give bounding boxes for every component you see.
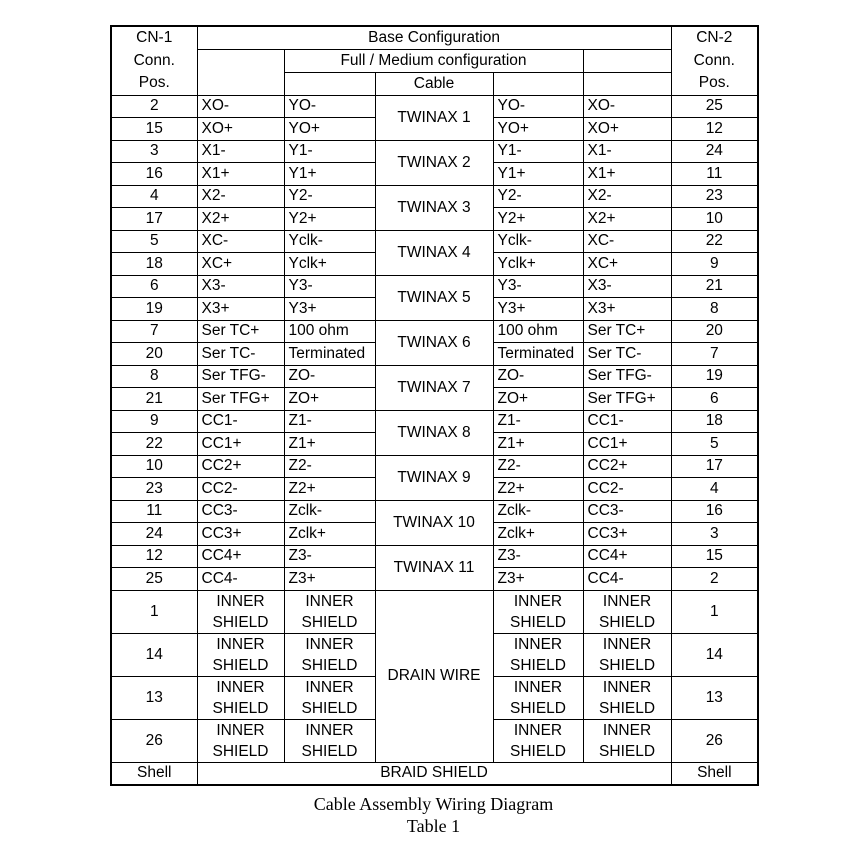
inner-shield-cell-line: SHIELD: [599, 742, 656, 760]
inner-shield-cell-line: SHIELD: [599, 656, 656, 674]
cn1-pos-cell: 6: [111, 275, 197, 298]
drain-wire-cell: DRAIN WIRE: [375, 590, 493, 762]
inner-shield-cell-line: SHIELD: [510, 699, 566, 717]
cn2-pos-cell: 23: [671, 185, 758, 208]
inner-shield-cell-line: INNER: [602, 678, 652, 696]
cable-name-cell: TWINAX 1: [375, 95, 493, 140]
cn2-pos-cell: 25: [671, 95, 758, 118]
cn1-pos-cell: 21: [111, 388, 197, 411]
cn2-pos-cell: 5: [671, 433, 758, 456]
cn1-header: [111, 26, 197, 95]
cn2-signal-primary-cell: X1-: [583, 140, 671, 163]
cn1-signal-primary-cell: CC3-: [197, 500, 284, 523]
cn1-signal-secondary-cell: Y3-: [284, 275, 375, 298]
cn2-pos-cell: 21: [671, 275, 758, 298]
base-configuration-header: Base Configuration: [197, 26, 671, 49]
cn1-signal-secondary-cell: Terminated: [284, 343, 375, 366]
cn2-pos-cell: 22: [671, 230, 758, 253]
wiring-table-container: [110, 25, 757, 786]
cn1-signal-secondary-cell: Yclk+: [284, 253, 375, 276]
cn1-signal-primary-cell: X3+: [197, 298, 284, 321]
wire-row: [111, 320, 758, 343]
cn2-pos-cell: 8: [671, 298, 758, 321]
cn1-pos-cell: 16: [111, 163, 197, 186]
inner-shield-cell: [493, 719, 583, 762]
cn1-pos-cell: 8: [111, 365, 197, 388]
cn2-signal-primary-cell: CC1+: [583, 433, 671, 456]
cn2-signal-secondary-cell: ZO+: [493, 388, 583, 411]
inner-shield-cell-line: INNER: [513, 721, 563, 739]
table-footer-section: [111, 762, 758, 785]
cn2-signal-secondary-cell: Yclk-: [493, 230, 583, 253]
inner-shield-cell: [583, 633, 671, 676]
cn2-signal-primary-cell: Ser TFG+: [583, 388, 671, 411]
cn2-signal-primary-cell: Ser TC+: [583, 320, 671, 343]
cn1-signal-secondary-cell: Z1-: [284, 410, 375, 433]
inner-shield-cell-line: INNER: [602, 721, 652, 739]
cn2-signal-secondary-cell: Zclk-: [493, 500, 583, 523]
cn1-pos-cell: 22: [111, 433, 197, 456]
shield-row: [111, 590, 758, 633]
cn1-pos-cell: 15: [111, 118, 197, 141]
cn1-signal-secondary-cell: Zclk-: [284, 500, 375, 523]
cn2-signal-primary-cell: XC-: [583, 230, 671, 253]
inner-shield-cell: [197, 719, 284, 762]
header-spacer-cell: [583, 49, 671, 73]
cable-name-cell: TWINAX 6: [375, 320, 493, 365]
cn2-shell-cell: Shell: [671, 762, 758, 785]
inner-shield-cell-line: INNER: [216, 635, 265, 653]
cn2-signal-primary-cell: X2+: [583, 208, 671, 231]
cn1-signal-primary-cell: XC-: [197, 230, 284, 253]
inner-shield-cell-line: INNER: [305, 592, 354, 610]
inner-shield-cell-line: INNER: [305, 678, 354, 696]
cn2-signal-secondary-cell: Z1-: [493, 410, 583, 433]
cn1-signal-primary-cell: CC2-: [197, 478, 284, 501]
wire-row: [111, 455, 758, 478]
cn2-signal-secondary-cell: Z3+: [493, 568, 583, 591]
cn2-signal-secondary-cell: ZO-: [493, 365, 583, 388]
inner-shield-cell: [284, 590, 375, 633]
inner-shield-cell: [284, 676, 375, 719]
cn2-signal-primary-cell: CC4-: [583, 568, 671, 591]
cn1-signal-primary-cell: X1-: [197, 140, 284, 163]
cn1-signal-secondary-cell: YO+: [284, 118, 375, 141]
cn1-signal-secondary-cell: Y2-: [284, 185, 375, 208]
cn2-signal-secondary-cell: 100 ohm: [493, 320, 583, 343]
cn1-signal-secondary-cell: Z2-: [284, 455, 375, 478]
cn1-pos-cell: 26: [111, 719, 197, 762]
cn1-pos-cell: 7: [111, 320, 197, 343]
cn2-pos-cell: 3: [671, 523, 758, 546]
cn1-pos-cell: 17: [111, 208, 197, 231]
header-spacer-cell: [197, 49, 284, 95]
cn2-pos-cell: 1: [671, 590, 758, 633]
inner-shield-cell-line: SHIELD: [301, 613, 358, 631]
cn2-signal-secondary-cell: Z1+: [493, 433, 583, 456]
cn1-pos-cell: 18: [111, 253, 197, 276]
cn1-signal-secondary-cell: Zclk+: [284, 523, 375, 546]
cn2-signal-primary-cell: Ser TFG-: [583, 365, 671, 388]
cn1-signal-primary-cell: Ser TC+: [197, 320, 284, 343]
inner-shield-cell: [284, 719, 375, 762]
inner-shield-cell-line: INNER: [305, 635, 354, 653]
cn1-pos-cell: 2: [111, 95, 197, 118]
inner-shield-cell: [197, 676, 284, 719]
inner-shield-cell-line: INNER: [513, 635, 563, 653]
cn1-signal-secondary-cell: Y1-: [284, 140, 375, 163]
cn2-signal-secondary-cell: Y1-: [493, 140, 583, 163]
cn1-signal-secondary-cell: Z2+: [284, 478, 375, 501]
cn1-shell-cell: Shell: [111, 762, 197, 785]
cn1-signal-secondary-cell: Y3+: [284, 298, 375, 321]
header-row-2: [111, 49, 758, 73]
cable-name-cell: TWINAX 5: [375, 275, 493, 320]
cn1-signal-primary-cell: CC1-: [197, 410, 284, 433]
cn2-pos-cell: 2: [671, 568, 758, 591]
wire-row: [111, 500, 758, 523]
cn2-signal-secondary-cell: Z2+: [493, 478, 583, 501]
header-row-1: [111, 26, 758, 49]
cn2-signal-primary-cell: CC1-: [583, 410, 671, 433]
inner-shield-cell-line: SHIELD: [301, 656, 358, 674]
cable-header: Cable: [375, 73, 493, 96]
inner-shield-cell-line: SHIELD: [599, 613, 656, 631]
inner-shield-cell-line: INNER: [216, 592, 265, 610]
cn2-signal-primary-cell: Ser TC-: [583, 343, 671, 366]
inner-shield-cell-line: SHIELD: [301, 742, 358, 760]
cn2-signal-primary-cell: X3-: [583, 275, 671, 298]
cn2-signal-primary-cell: X2-: [583, 185, 671, 208]
cn2-signal-secondary-cell: Terminated: [493, 343, 583, 366]
inner-shield-cell: [583, 676, 671, 719]
cn2-pos-cell: 9: [671, 253, 758, 276]
inner-shield-cell: [493, 590, 583, 633]
cn1-signal-primary-cell: Ser TFG-: [197, 365, 284, 388]
cn1-signal-primary-cell: Ser TFG+: [197, 388, 284, 411]
cn2-pos-cell: 12: [671, 118, 758, 141]
cn2-pos-cell: 18: [671, 410, 758, 433]
header-spacer-cell: [284, 73, 375, 96]
cn1-signal-secondary-cell: Z3+: [284, 568, 375, 591]
cn2-pos-cell: 7: [671, 343, 758, 366]
cn1-pos-cell: 4: [111, 185, 197, 208]
cn2-signal-secondary-cell: YO-: [493, 95, 583, 118]
cn2-pos-cell: 14: [671, 633, 758, 676]
inner-shield-cell-line: INNER: [216, 721, 265, 739]
cn2-pos-cell: 26: [671, 719, 758, 762]
inner-shield-cell-line: INNER: [513, 678, 563, 696]
wire-row: [111, 275, 758, 298]
cn1-header-line: Conn.: [133, 51, 175, 69]
cn1-pos-cell: 11: [111, 500, 197, 523]
cn2-signal-secondary-cell: Y1+: [493, 163, 583, 186]
inner-shield-cell-line: SHIELD: [510, 613, 566, 631]
cn1-pos-cell: 25: [111, 568, 197, 591]
cn2-pos-cell: 6: [671, 388, 758, 411]
wire-row: [111, 185, 758, 208]
inner-shield-cell-line: SHIELD: [212, 742, 269, 760]
cn1-signal-primary-cell: Ser TC-: [197, 343, 284, 366]
cable-name-cell: TWINAX 8: [375, 410, 493, 455]
inner-shield-cell-line: INNER: [602, 635, 652, 653]
cn2-header-line: Pos.: [698, 74, 730, 91]
wire-row: [111, 140, 758, 163]
cn1-pos-cell: 5: [111, 230, 197, 253]
inner-shield-cell-line: SHIELD: [301, 699, 358, 717]
wire-row: [111, 95, 758, 118]
cn1-signal-primary-cell: CC1+: [197, 433, 284, 456]
inner-shield-cell: [284, 633, 375, 676]
cn1-signal-secondary-cell: Z3-: [284, 545, 375, 568]
cn1-signal-primary-cell: XC+: [197, 253, 284, 276]
inner-shield-cell-line: SHIELD: [510, 742, 566, 760]
cn1-pos-cell: 10: [111, 455, 197, 478]
full-medium-configuration-header: Full / Medium configuration: [284, 49, 583, 73]
cn1-pos-cell: 9: [111, 410, 197, 433]
inner-shield-cell-line: SHIELD: [510, 656, 566, 674]
cn1-signal-primary-cell: XO-: [197, 95, 284, 118]
cn2-signal-primary-cell: X3+: [583, 298, 671, 321]
table-caption: [110, 793, 757, 837]
cn2-signal-primary-cell: X1+: [583, 163, 671, 186]
inner-shield-cell-line: SHIELD: [599, 699, 656, 717]
table-body-section: [111, 95, 758, 762]
cn2-signal-secondary-cell: Y3-: [493, 275, 583, 298]
cn1-signal-primary-cell: X1+: [197, 163, 284, 186]
cn2-pos-cell: 15: [671, 545, 758, 568]
cn1-signal-primary-cell: X2+: [197, 208, 284, 231]
wire-row: [111, 365, 758, 388]
cn2-pos-cell: 16: [671, 500, 758, 523]
cn1-header-line: Pos.: [138, 74, 170, 91]
cn2-signal-secondary-cell: Y2+: [493, 208, 583, 231]
wiring-table: [110, 25, 759, 786]
cn2-signal-secondary-cell: Zclk+: [493, 523, 583, 546]
caption-table-number: Table 1: [406, 816, 461, 836]
cn1-signal-secondary-cell: ZO+: [284, 388, 375, 411]
cn1-pos-cell: 20: [111, 343, 197, 366]
cn2-pos-cell: 4: [671, 478, 758, 501]
inner-shield-cell: [197, 590, 284, 633]
cn1-pos-cell: 12: [111, 545, 197, 568]
cable-name-cell: TWINAX 2: [375, 140, 493, 185]
table-header-section: [111, 26, 758, 95]
cn1-signal-secondary-cell: YO-: [284, 95, 375, 118]
cn2-header-line: Conn.: [693, 51, 735, 69]
cn1-pos-cell: 24: [111, 523, 197, 546]
cn2-signal-secondary-cell: Z2-: [493, 455, 583, 478]
cn2-pos-cell: 20: [671, 320, 758, 343]
cn1-pos-cell: 19: [111, 298, 197, 321]
inner-shield-cell-line: INNER: [216, 678, 265, 696]
cable-name-cell: TWINAX 9: [375, 455, 493, 500]
cn2-header: [671, 26, 758, 95]
cn2-pos-cell: 13: [671, 676, 758, 719]
inner-shield-cell-line: INNER: [305, 721, 354, 739]
inner-shield-cell-line: SHIELD: [212, 613, 269, 631]
cn1-signal-secondary-cell: Y1+: [284, 163, 375, 186]
cn1-pos-cell: 3: [111, 140, 197, 163]
cn1-pos-cell: 14: [111, 633, 197, 676]
cn1-signal-primary-cell: CC2+: [197, 455, 284, 478]
cn2-signal-primary-cell: XC+: [583, 253, 671, 276]
inner-shield-cell: [583, 590, 671, 633]
header-spacer-cell: [583, 73, 671, 96]
cn1-signal-primary-cell: X2-: [197, 185, 284, 208]
cn2-signal-secondary-cell: YO+: [493, 118, 583, 141]
cable-name-cell: TWINAX 4: [375, 230, 493, 275]
cn2-signal-primary-cell: XO-: [583, 95, 671, 118]
cn2-signal-secondary-cell: Y3+: [493, 298, 583, 321]
cn1-signal-secondary-cell: 100 ohm: [284, 320, 375, 343]
inner-shield-cell-line: INNER: [602, 592, 652, 610]
cn2-pos-cell: 10: [671, 208, 758, 231]
cn1-signal-secondary-cell: ZO-: [284, 365, 375, 388]
cn2-pos-cell: 19: [671, 365, 758, 388]
cn1-signal-primary-cell: CC3+: [197, 523, 284, 546]
cn1-header-line: CN-1: [136, 29, 173, 46]
cn1-signal-secondary-cell: Y2+: [284, 208, 375, 231]
cn2-signal-primary-cell: CC3-: [583, 500, 671, 523]
inner-shield-cell-line: SHIELD: [212, 656, 269, 674]
cn1-pos-cell: 13: [111, 676, 197, 719]
braid-shield-cell: BRAID SHIELD: [197, 762, 671, 785]
cn2-signal-secondary-cell: Z3-: [493, 545, 583, 568]
cn1-signal-primary-cell: XO+: [197, 118, 284, 141]
cn2-signal-primary-cell: CC4+: [583, 545, 671, 568]
wire-row: [111, 230, 758, 253]
cn2-signal-secondary-cell: Y2-: [493, 185, 583, 208]
inner-shield-cell: [493, 633, 583, 676]
cable-name-cell: TWINAX 3: [375, 185, 493, 230]
wire-row: [111, 410, 758, 433]
cn2-signal-primary-cell: CC2-: [583, 478, 671, 501]
cn2-pos-cell: 17: [671, 455, 758, 478]
header-spacer-cell: [493, 73, 583, 96]
shell-row: [111, 762, 758, 785]
inner-shield-cell-line: INNER: [513, 592, 563, 610]
cn2-signal-primary-cell: XO+: [583, 118, 671, 141]
cn1-signal-secondary-cell: Z1+: [284, 433, 375, 456]
cable-name-cell: TWINAX 10: [375, 500, 493, 545]
cn2-pos-cell: 11: [671, 163, 758, 186]
cn1-signal-primary-cell: CC4+: [197, 545, 284, 568]
cn1-pos-cell: 23: [111, 478, 197, 501]
inner-shield-cell: [493, 676, 583, 719]
cn2-header-line: CN-2: [696, 29, 733, 46]
cn1-signal-primary-cell: X3-: [197, 275, 284, 298]
cn1-signal-secondary-cell: Yclk-: [284, 230, 375, 253]
cn2-signal-secondary-cell: Yclk+: [493, 253, 583, 276]
cn1-signal-primary-cell: CC4-: [197, 568, 284, 591]
cn1-pos-cell: 1: [111, 590, 197, 633]
cn2-pos-cell: 24: [671, 140, 758, 163]
caption-title: Cable Assembly Wiring Diagram: [313, 794, 554, 814]
cn2-signal-primary-cell: CC3+: [583, 523, 671, 546]
cn2-signal-primary-cell: CC2+: [583, 455, 671, 478]
cable-name-cell: TWINAX 11: [375, 545, 493, 590]
inner-shield-cell: [197, 633, 284, 676]
cable-name-cell: TWINAX 7: [375, 365, 493, 410]
inner-shield-cell-line: SHIELD: [212, 699, 269, 717]
inner-shield-cell: [583, 719, 671, 762]
wire-row: [111, 545, 758, 568]
